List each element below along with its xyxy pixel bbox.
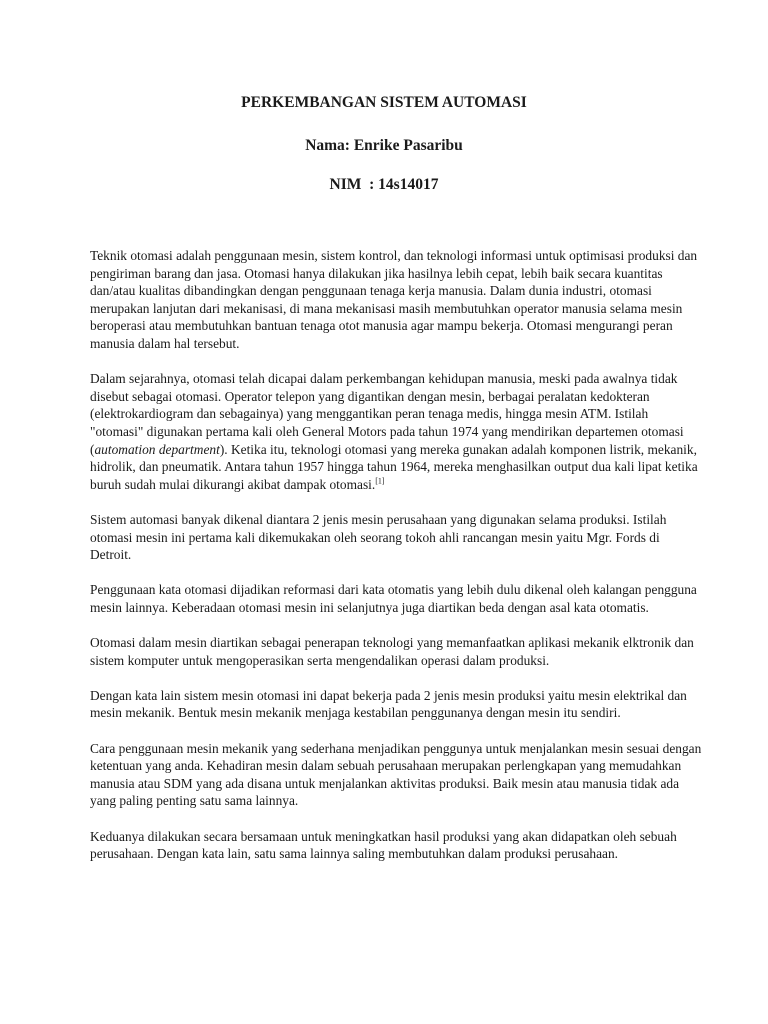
citation-reference: [1]	[375, 476, 385, 486]
document-body	[90, 247, 702, 880]
name-value: Enrike Pasaribu	[353, 137, 463, 154]
paragraph-3: Sistem automasi banyak dikenal diantara 2 jenis mesin perusahaan yang digunakan selama produksi. Istilah otomasi mesin ini pertama kali dikemukakan oleh seorang tokoh ahli rancangan mesin yaitu Mgr. Fords di Detroit.	[90, 511, 667, 563]
author-name-line	[0, 137, 768, 155]
student-id-line	[0, 176, 768, 194]
nim-separator: :	[369, 176, 375, 193]
paragraph-6: Dengan kata lain sistem mesin otomasi ini dapat bekerja pada 2 jenis mesin produksi yaitu mesin elektrikal dan mesin mekanik. Bentuk mesin mekanik menjaga kestabilan penggunanya dengan mesin itu sendiri.	[90, 687, 687, 721]
paragraph-1: Teknik otomasi adalah penggunaan mesin, sistem kontrol, dan teknologi informasi untuk optimisasi produksi dan pengiriman barang dan jasa. Otomasi hanya dilakukan jika hasilnya lebih cepat, lebih baik secara kuantitas dan/atau kualitas dibandingkan dengan penggunaan tenaga kerja manusia. Dalam dunia industri, otomasi merupakan lanjutan dari mekanisasi, di mana mekanisasi masih membutuhkan operator manusia selama mesin beroperasi atau membutuhkan bantuan tenaga otot manusia agar mampu bekerja. Otomasi mengurangi peran manusia dalam hal tersebut.	[90, 248, 698, 351]
document-title: PERKEMBANGAN SISTEM AUTOMASI	[241, 94, 527, 111]
paragraph-2-italic: automation department	[94, 441, 220, 457]
paragraph-5: Otomasi dalam mesin diartikan sebagai penerapan teknologi yang memanfaatkan aplikasi mekanik elktronik dan sistem komputer untuk mengoperasikan serta mengendalikan operasi dalam produksi.	[90, 635, 694, 668]
nim-value: 14s14017	[378, 176, 439, 193]
paragraph-7: Cara penggunaan mesin mekanik yang sederhana menjadikan penggunya untuk menjalankan mesin sesuai dengan ketentuan yang anda. Kehadiran mesin dalam sebuah perusahaan merupakan perlengkapan yang memudahkan manusia atau SDM yang ada disana untuk menjalankan aktivitas produksi. Baik mesin atau manusia tidak ada yang paling penting satu sama lainnya.	[90, 740, 702, 809]
paragraph-2-text-b: ). Ketika itu, teknologi otomasi yang mereka gunakan adalah komponen listrik, mekanik, hidrolik, dan pneumatik. Antara tahun 1957 hingga tahun 1964, mereka menghasilkan output dua kali lipat ketika buruh sudah mulai dikurangi akibat dampak otomasi.	[90, 441, 698, 492]
name-label: Nama:	[305, 137, 350, 154]
paragraph-4: Penggunaan kata otomasi dijadikan reformasi dari kata otomatis yang lebih dulu dikenal oleh kalangan pengguna mesin lainnya. Keberadaan otomasi mesin ini selanjutnya juga diartikan beda dengan asal kata otomatis.	[90, 582, 697, 615]
paragraph-2-text-a: Dalam sejarahnya, otomasi telah dicapai dalam perkembangan kehidupan manusia, meski pada awalnya tidak disebut sebagai otomasi. Operator telepon yang digantikan dengan mesin, berbagai peralatan kedokteran (elektrokardiogram dan sebagainya) yang menggantikan peran tenaga medis, hingga mesin ATM. Istilah "otomasi" digunakan pertama kali oleh General Motors pada tahun 1974 yang mendirikan departemen otomasi (	[90, 371, 684, 457]
nim-label: NIM	[329, 176, 362, 193]
paragraph-2	[90, 370, 702, 493]
paragraph-8: Keduanya dilakukan secara bersamaan untuk meningkatkan hasil produksi yang akan didapatkan oleh sebuah perusahaan. Dengan kata lain, satu sama lainnya saling membutuhkan dalam produksi perusahaan.	[90, 828, 677, 862]
